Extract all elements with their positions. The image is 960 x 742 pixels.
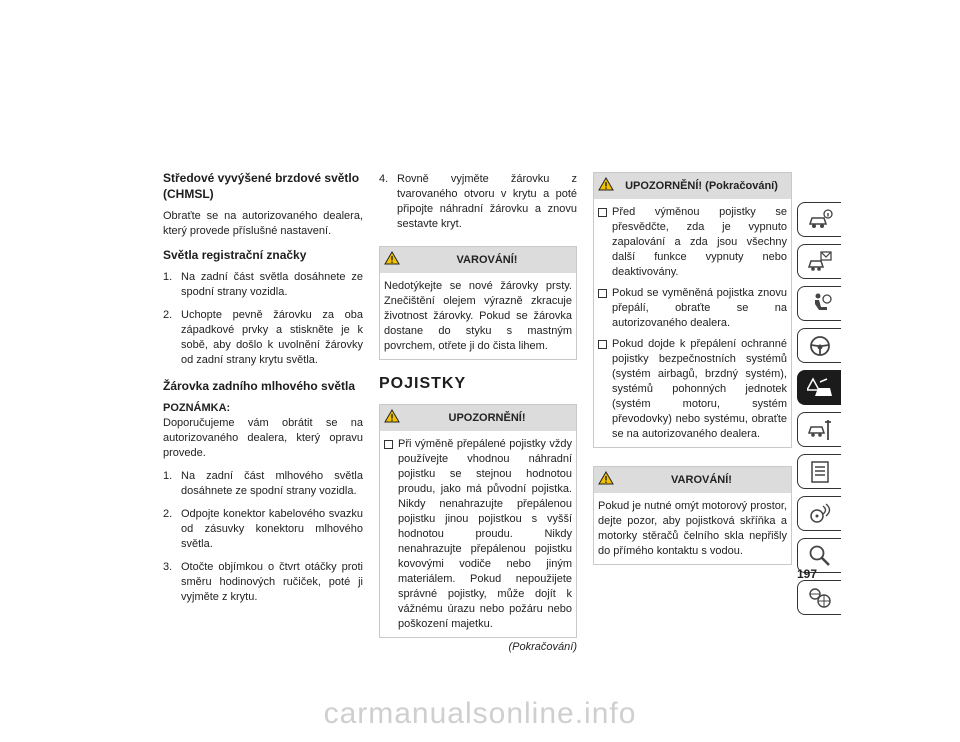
middle-column — [379, 172, 577, 655]
warning-triangle-icon — [598, 177, 614, 191]
page-number: 197 — [797, 567, 818, 581]
car-messages-icon — [807, 250, 833, 274]
warning-header-2 — [594, 467, 791, 493]
heading-rear-fog: Žárovka zadního mlhového světla — [163, 379, 356, 393]
section-title-fuses: POJISTKY — [379, 375, 467, 392]
step4-list — [379, 172, 577, 232]
tab-emergency[interactable] — [797, 370, 841, 405]
plate-steps-list — [163, 270, 363, 368]
caution-list — [384, 437, 572, 632]
languages-icon — [807, 586, 833, 610]
watermark: carmanualsonline.info — [323, 697, 637, 730]
warning-title: VAROVÁNÍ! — [456, 254, 518, 266]
warning-triangle-icon — [384, 251, 400, 265]
checkbox-square-icon — [384, 440, 393, 449]
list-item: Pokud dojde k přepálení ochranné pojistky bezpečnostních systémů (systém airbagů, brzdný systém), systémů pohonných jednotek (systém motoru, systém převodovky) nebo systému, obraťte se na autorizovaného dealera. — [598, 337, 787, 442]
heading-plate-lights: Světla registrační značky — [163, 248, 307, 262]
list-item: Před výměnou pojistky se přesvědčte, zda je vypnuto zapalování a zda jsou všechny další funkce vypnuty nebo deaktivovány. — [598, 205, 787, 280]
warning-title-2: VAROVÁNÍ! — [671, 474, 732, 486]
note-label: POZNÁMKA: — [163, 402, 231, 414]
warning-header — [380, 247, 576, 273]
checkbox-square-icon — [598, 208, 607, 217]
caution-box — [379, 404, 577, 638]
list-item: 2. Uchopte pevně žárovku za oba západkové prvky a stiskněte je k sobě, aby došlo k uvolnění žárovky od zadní strany krytu světla. — [163, 309, 363, 366]
paragraph-chmsl: Obraťte se na autorizovaného dealera, který provede příslušné nastavení. — [163, 210, 363, 237]
tab-specifications[interactable] — [797, 454, 841, 489]
multimedia-icon — [807, 502, 833, 526]
warning-box — [379, 246, 577, 360]
right-column — [593, 172, 792, 579]
warning-text-2: Pokud je nutné omýt motorový prostor, dejte pozor, aby pojistková skříňka a motorky stěračů čelního skla nepřišly do přímého kontaktu s vodou. — [598, 500, 787, 557]
fog-steps-list — [163, 469, 363, 605]
list-item: 1. Na zadní část světla dosáhnete ze spodní strany vozidla. — [163, 271, 363, 298]
list-item: Pokud se vyměněná pojistka znovu přepálí, obraťte se na autorizovaného dealera. — [598, 286, 787, 331]
checkbox-square-icon — [598, 289, 607, 298]
continued-label: (Pokračování) — [508, 641, 577, 653]
left-column — [163, 170, 363, 615]
list-item: 2. Odpojte konektor kabelového svazku od zásuvky konektoru mlhového světla. — [163, 508, 363, 550]
tab-multimedia[interactable] — [797, 496, 841, 531]
caution-header — [380, 405, 576, 431]
list-item: 3. Otočte objímkou o čtvrt otáčky proti směru hodinových ručiček, poté ji vyjměte z krytu. — [163, 561, 363, 603]
caution-continued-header — [594, 173, 791, 199]
caution-title: UPOZORNĚNÍ! — [448, 412, 526, 424]
warning-triangle-icon — [598, 471, 614, 485]
chapter-tabs — [797, 202, 841, 622]
list-item: 1. Na zadní část mlhového světla dosáhnete ze spodní strany vozidla. — [163, 470, 363, 497]
warning-text: Nedotýkejte se nové žárovky prsty. Znečištění olejem výrazně zkracuje životnost žárovky. Pokud se žárovka dostane do styku s mastným povrchem, otřete ji do čista lihem. — [384, 280, 572, 352]
tab-car-info[interactable] — [797, 202, 841, 237]
specifications-list-icon — [807, 460, 833, 484]
caution-continued-box — [593, 172, 792, 448]
checkbox-square-icon — [598, 340, 607, 349]
tab-languages[interactable] — [797, 580, 841, 615]
heading-chmsl: Středové vyvýšené brzdové světlo (CHMSL) — [163, 171, 360, 201]
car-info-icon — [807, 208, 833, 232]
car-service-tools-icon — [807, 418, 833, 442]
airbag-seat-icon — [807, 292, 833, 316]
note-text: Doporučujeme vám obrátit se na autorizovaného dealera, který opravu provede. — [163, 417, 363, 459]
warning-box-2 — [593, 466, 792, 565]
emergency-triangle-car-icon — [807, 376, 833, 400]
search-magnifier-icon — [807, 544, 833, 568]
tab-airbag-seat[interactable] — [797, 286, 841, 321]
list-item: 4. Rovně vyjměte žárovku z tvarovaného otvoru v krytu a poté připojte náhradní žárovku a znovu sestavte kryt. — [379, 173, 577, 230]
caution-continued-list — [598, 205, 787, 442]
tab-service[interactable] — [797, 412, 841, 447]
list-item: Při výměně přepálené pojistky vždy používejte vhodnou náhradní pojistku se stejnou hodnotou proudu, jako má původní pojistka. Nikdy nenahrazujte přepálenou pojistku jinou pojistkou s vyšší hodnotou proudu. Nikdy nenahrazujte přepálenou pojistku kovovými vodiče nebo jiným materiálem. Pokud nepoužijete správné pojistky, může dojít k vážnému úrazu nebo požáru nebo poškození majetku. — [384, 437, 572, 632]
warning-triangle-icon — [384, 409, 400, 423]
tab-steering-wheel[interactable] — [797, 328, 841, 363]
caution-continued-title: UPOZORNĚNÍ! (Pokračování) — [625, 180, 778, 192]
tab-car-messages[interactable] — [797, 244, 841, 279]
steering-wheel-icon — [807, 334, 833, 358]
